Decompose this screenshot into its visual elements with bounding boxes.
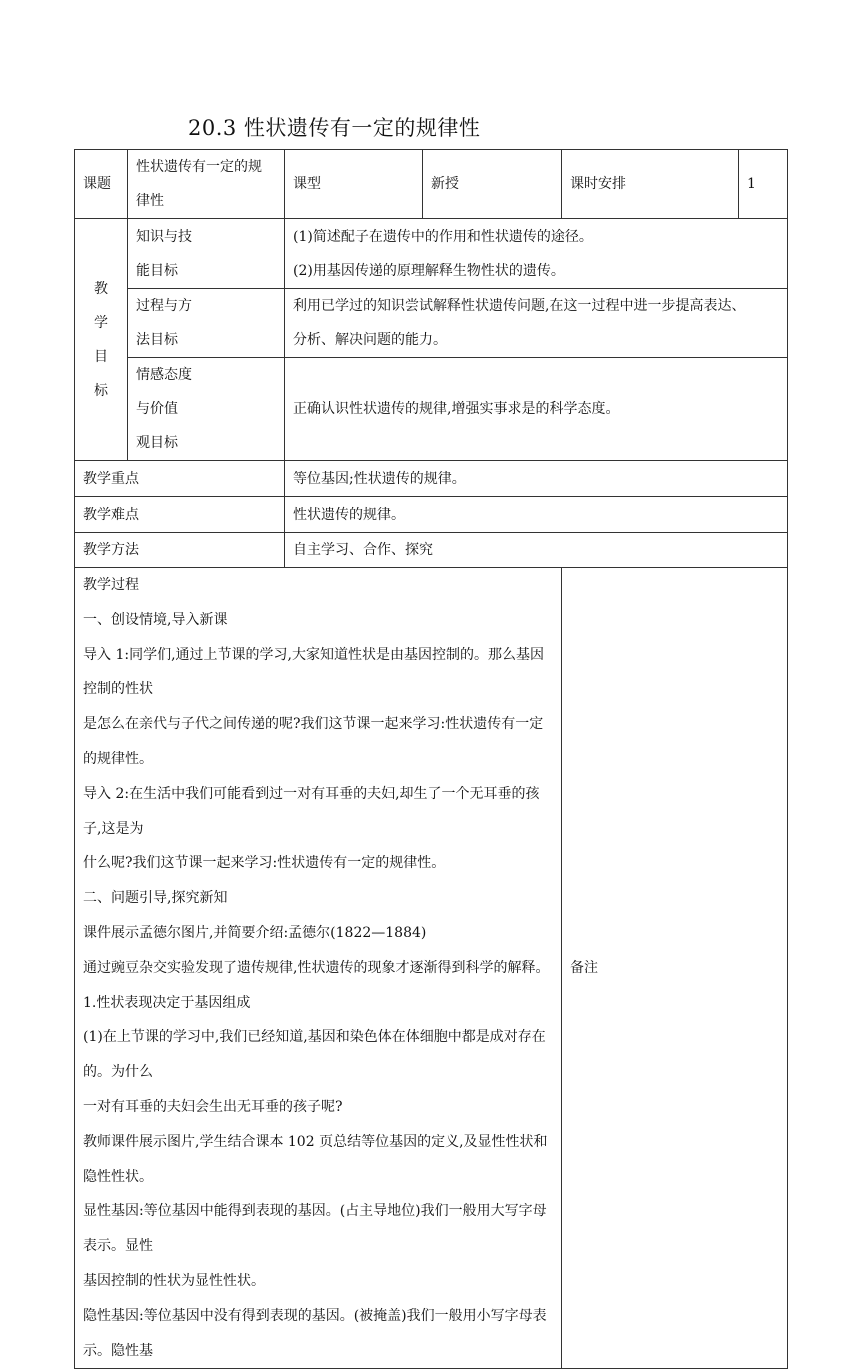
- process-goal-line: 分析、解决问题的能力。: [293, 332, 447, 348]
- method-label: 教学方法: [75, 533, 285, 568]
- process-line: 导入 1:同学们,通过上节课的学习,大家知道性状是由基因控制的。那么基因控制的性状: [83, 646, 544, 698]
- process-goal-label-line: 法目标: [136, 332, 178, 348]
- process-line: 1.性状表现决定于基因组成: [83, 994, 251, 1011]
- process-line: 什么呢?我们这节课一起来学习:性状遗传有一定的规律性。: [83, 855, 446, 872]
- header-row: [75, 150, 788, 219]
- kexing-label: 课型: [285, 150, 423, 219]
- teaching-process-row: [75, 568, 788, 1369]
- process-line: (1)在上节课的学习中,我们已经知道,基因和染色体在体细胞中都是成对存在的。为什么: [83, 1029, 546, 1081]
- process-line: 一对有耳垂的夫妇会生出无耳垂的孩子呢?: [83, 1098, 343, 1115]
- keshi-value: 1: [739, 150, 788, 219]
- process-goal-content: [285, 289, 788, 358]
- goal-row-emotion: [75, 358, 788, 461]
- process-line: 通过豌豆杂交实验发现了遗传规律,性状遗传的现象才逐渐得到科学的解释。: [83, 959, 550, 976]
- keti-value: [128, 150, 285, 219]
- kexing-value: 新授: [423, 150, 562, 219]
- process-goal-label: [128, 289, 285, 358]
- emotion-goal-content: 正确认识性状遗传的规律,增强实事求是的科学态度。: [285, 358, 788, 461]
- knowledge-goal-line: (1)简述配子在遗传中的作用和性状遗传的途径。: [293, 228, 593, 245]
- key-point-label: 教学重点: [75, 461, 285, 497]
- goals-label-char: 教: [94, 280, 108, 297]
- teaching-process-content: [75, 568, 562, 1369]
- emotion-goal-label-line: 与价值: [136, 401, 178, 417]
- method-row: [75, 533, 788, 568]
- process-goal-label-line: 过程与方: [136, 298, 192, 314]
- keti-value-line: 律性: [136, 193, 164, 209]
- process-line: 导入 2:在生活中我们可能看到过一对有耳垂的夫妇,却生了一个无耳垂的孩子,这是为: [83, 785, 540, 837]
- lesson-plan-table: [74, 149, 788, 1369]
- knowledge-goal-label-line: 知识与技: [136, 228, 192, 245]
- process-line: 隐性基因:等位基因中没有得到表现的基因。(被掩盖)我们一般用小写字母表示。隐性基: [83, 1307, 547, 1359]
- knowledge-goal-content: [285, 219, 788, 289]
- goal-row-process: [75, 289, 788, 358]
- remark-cell: 备注: [562, 568, 788, 1369]
- keshi-label: 课时安排: [562, 150, 739, 219]
- knowledge-goal-label-line: 能目标: [136, 262, 178, 279]
- method-value: 自主学习、合作、探究: [285, 533, 788, 568]
- key-point-row: [75, 461, 788, 497]
- goals-label-char: 目: [94, 348, 108, 365]
- keti-value-line: 性状遗传有一定的规: [136, 159, 262, 175]
- keti-label: 课题: [75, 150, 128, 219]
- process-line: 二、问题引导,探究新知: [83, 890, 228, 907]
- process-goal-line: 利用已学过的知识尝试解释性状遗传问题,在这一过程中进一步提高表达、: [293, 298, 746, 314]
- process-line: 课件展示孟德尔图片,并简要介绍:孟德尔(1822—1884): [83, 924, 427, 941]
- difficulty-value: 性状遗传的规律。: [285, 497, 788, 533]
- process-line: 教学过程: [83, 577, 139, 593]
- emotion-goal-label-line: 情感态度: [136, 367, 192, 383]
- process-line: 一、创设情境,导入新课: [83, 611, 228, 628]
- goals-label-char: 标: [94, 382, 108, 399]
- emotion-goal-label-line: 观目标: [136, 435, 178, 451]
- goals-label: [75, 219, 128, 461]
- process-line: 基因控制的性状为显性性状。: [83, 1272, 265, 1289]
- emotion-goal-label: [128, 358, 285, 461]
- difficulty-label: 教学难点: [75, 497, 285, 533]
- lesson-title: 20.3 性状遗传有一定的规律性: [188, 116, 481, 140]
- key-point-value: 等位基因;性状遗传的规律。: [285, 461, 788, 497]
- goal-row-knowledge: [75, 219, 788, 289]
- process-line: 显性基因:等位基因中能得到表现的基因。(占主导地位)我们一般用大写字母表示。显性: [83, 1203, 547, 1255]
- process-line: 教师课件展示图片,学生结合课本 102 页总结等位基因的定义,及显性性状和隐性性状。: [83, 1133, 548, 1185]
- process-line: 是怎么在亲代与子代之间传递的呢?我们这节课一起来学习:性状遗传有一定的规律性。: [83, 716, 544, 767]
- goals-label-char: 学: [94, 314, 108, 331]
- difficulty-row: [75, 497, 788, 533]
- knowledge-goal-label: [128, 219, 285, 289]
- knowledge-goal-line: (2)用基因传递的原理解释生物性状的遗传。: [293, 262, 565, 279]
